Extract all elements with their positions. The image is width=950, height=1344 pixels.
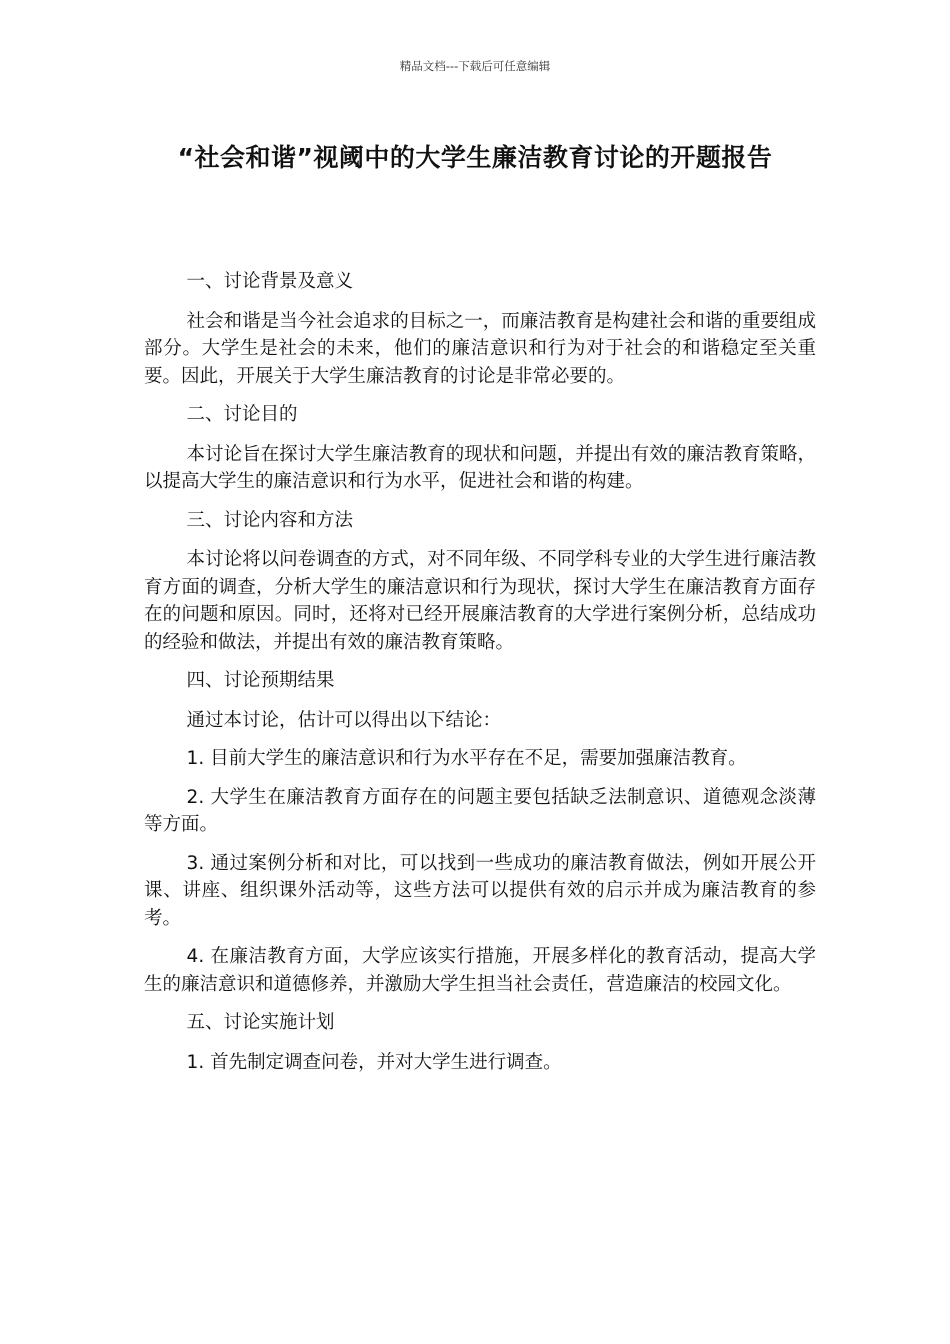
list-item: 2. 大学生在廉洁教育方面存在的问题主要包括缺乏法制意识、道德观念淡薄等方面。 [144,786,816,835]
page-header: 精品文档---下载后可任意编辑 [399,59,551,73]
list-item: 1. 首先制定调查问卷，并对大学生进行调查。 [186,1051,562,1073]
section-heading: 四、讨论预期结果 [186,670,335,691]
section-heading: 五、讨论实施计划 [186,1012,335,1033]
section-heading: 一、讨论背景及意义 [186,271,354,292]
paragraph: 社会和谐是当今社会追求的目标之一，而廉洁教育是构建社会和谐的重要组成部分。大学生是社会的未来，他们的廉洁意识和行为对于社会的和谐稳定至关重要。因此，开展关于大学生廉洁教育的讨论是非常必要的。 [144,310,816,387]
list-item: 3. 通过案例分析和对比，可以找到一些成功的廉洁教育做法，例如开展公开课、讲座、组织课外活动等，这些方法可以提供有效的启示并成为廉洁教育的参考。 [144,852,816,929]
list-item: 4. 在廉洁教育方面，大学应该实行措施，开展多样化的教育活动，提高大学生的廉洁意识和道德修养，并激励大学生担当社会责任，营造廉洁的校园文化。 [144,946,816,995]
paragraph: 本讨论旨在探讨大学生廉洁教育的现状和问题，并提出有效的廉洁教育策略，以提高大学生的廉洁意识和行为水平，促进社会和谐的构建。 [144,443,816,492]
document-body [144,268,816,1087]
paragraph: 通过本讨论，估计可以得出以下结论： [186,709,502,731]
section-heading: 二、讨论目的 [186,404,298,425]
section-heading: 三、讨论内容和方法 [186,509,354,531]
paragraph: 本讨论将以问卷调查的方式，对不同年级、不同学科专业的大学生进行廉洁教育方面的调查，分析大学生的廉洁意识和行为现状，探讨大学生在廉洁教育方面存在的问题和原因。同时，还将对已经开展廉洁教育的大学进行案例分析，总结成功的经验和做法，并提出有效的廉洁教育策略。 [144,549,816,653]
document-title: “社会和谐”视阈中的大学生廉洁教育讨论的开题报告 [177,143,773,172]
list-item: 1. 目前大学生的廉洁意识和行为水平存在不足，需要加强廉洁教育。 [186,748,747,769]
